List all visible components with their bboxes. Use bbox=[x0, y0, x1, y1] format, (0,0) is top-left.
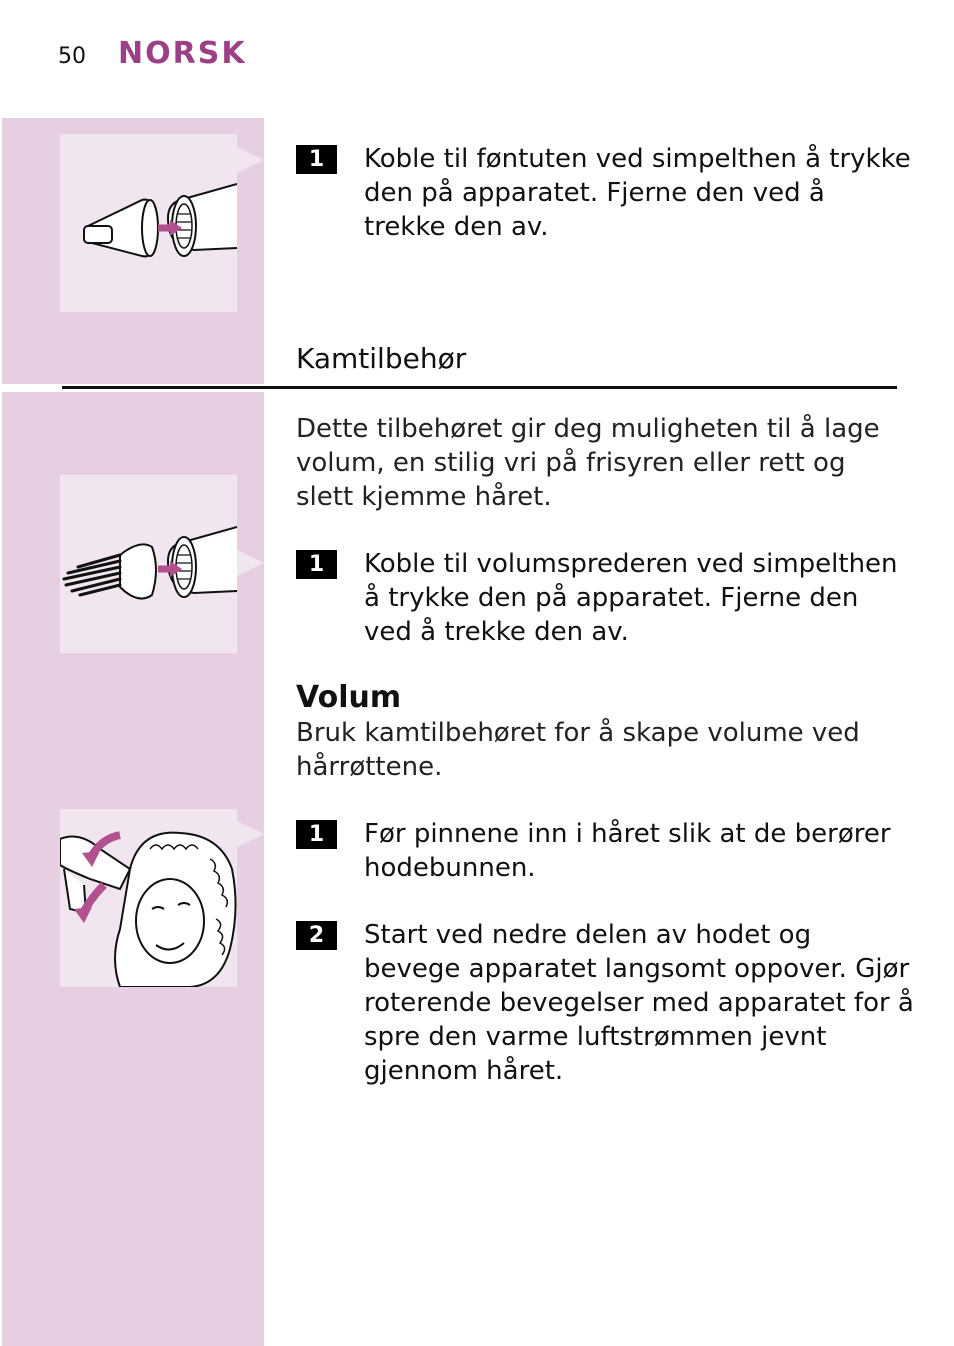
section-title: NORSK bbox=[118, 36, 247, 71]
subheading: Kamtilbehør bbox=[296, 342, 467, 375]
step-text: Koble til volumsprederen ved simpelthen å trykke den på apparatet. Fjerne den ved å trekke den av. bbox=[364, 549, 898, 647]
intro-paragraph: Dette tilbehøret gir deg muligheten til å lage volum, en stilig vri på frisyren eller rett og slett kjemme håret. bbox=[296, 414, 880, 512]
illustration-pointer bbox=[237, 147, 264, 173]
page-number: 50 bbox=[58, 44, 86, 69]
illustration-pointer bbox=[237, 550, 264, 576]
illustration-pointer bbox=[237, 821, 264, 847]
volume-diffuser-illustration bbox=[60, 475, 237, 653]
step-badge: 1 bbox=[296, 820, 337, 849]
volum-paragraph: Bruk kamtilbehøret for å skape volume ved hårrøttene. bbox=[296, 718, 860, 782]
step-badge: 1 bbox=[296, 550, 337, 579]
step-badge: 2 bbox=[296, 921, 337, 950]
step-text: Start ved nedre delen av hodet og bevege apparatet langsomt oppover. Gjør roterende bevegelser med apparatet for å spre den varme luftstrømmen jevnt gjennom håret. bbox=[364, 920, 914, 1086]
step-text: Før pinnene inn i håret slik at de berører hodebunnen. bbox=[364, 819, 891, 883]
step-badge: 1 bbox=[296, 145, 337, 174]
section-divider bbox=[62, 386, 897, 389]
step-text: Koble til føntuten ved simpelthen å trykke den på apparatet. Fjerne den ved å trekke den av. bbox=[364, 144, 911, 242]
concentrator-nozzle-illustration bbox=[60, 134, 237, 312]
volum-heading: Volum bbox=[296, 680, 402, 715]
woman-drying-hair-illustration bbox=[60, 809, 237, 987]
